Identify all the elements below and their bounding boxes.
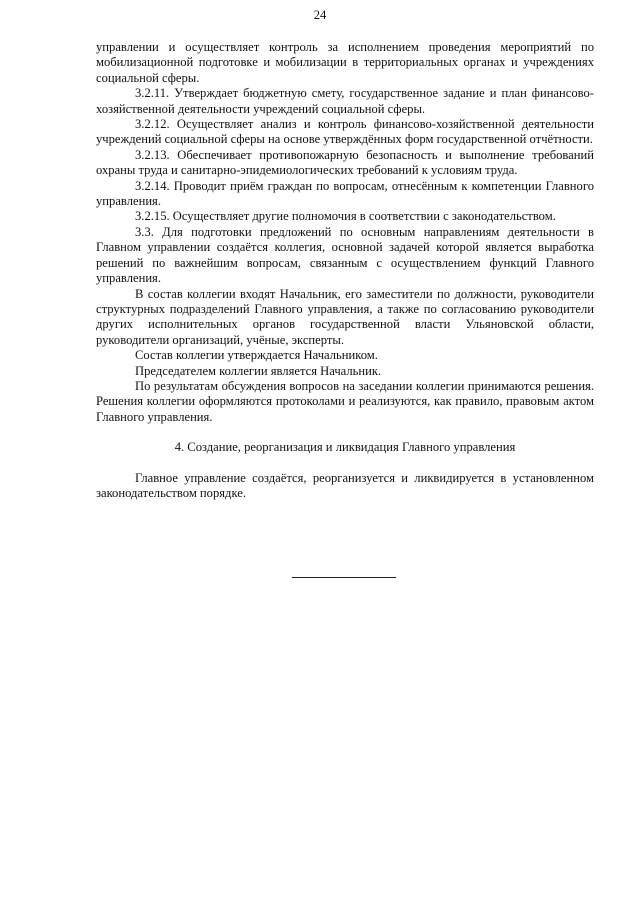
paragraph-continuation: управлении и осуществляет контроль за исполнением проведения мероприятий по мобилизационной подготовке и мобилизации в территориальных органах и учреждениях социальной сферы. <box>96 40 594 85</box>
section-heading: 4. Создание, реорганизация и ликвидация Главного управления <box>174 440 516 455</box>
paragraph-3-2-12: 3.2.12. Осуществляет анализ и контроль финансово-хозяйственной деятельности учреждений социальной сферы на основе утверждённых форм государственной отчётности. <box>96 117 594 147</box>
paragraph-board-chair: Председателем коллегии является Начальник. <box>135 363 382 378</box>
paragraph-3-3: 3.3. Для подготовки предложений по основным направлениям деятельности в Главном управлении создаётся коллегия, основной задачей которой является выработка решений по важнейшим вопросам, связанным с осуществлением функций Главного управления. <box>96 224 594 286</box>
paragraph-3-2-15: 3.2.15. Осуществляет другие полномочия в соответствии с законодательством. <box>135 209 556 224</box>
paragraph-3-2-11: 3.2.11. Утверждает бюджетную смету, государственное задание и план финансово-хозяйственной деятельности учреждений социальной сферы. <box>96 86 594 116</box>
page-number: 24 <box>313 8 327 22</box>
paragraph-board-approval: Состав коллегии утверждается Начальником. <box>135 348 378 363</box>
paragraph-board-decisions: По результатам обсуждения вопросов на заседании коллегии принимаются решения. Решения коллегии оформляются протоколами и реализуются, как правило, правовым актом Главного управления. <box>96 378 594 424</box>
paragraph-3-2-13: 3.2.13. Обеспечивает противопожарную безопасность и выполнение требований охраны труда и санитарно-эпидемиологических требований к условиям труда. <box>96 147 594 178</box>
section-paragraph: Главное управление создаётся, реорганизуется и ликвидируется в установленном законодательством порядке. <box>96 470 594 500</box>
document-body <box>96 40 594 501</box>
end-separator-line <box>292 577 396 578</box>
paragraph-board-composition: В состав коллегии входят Начальник, его заместители по должности, руководители структурных подразделений Главного управления, а также по согласованию руководители других исполнительных органов государственной власти Ульяновской области, руководители организаций, учёные, эксперты. <box>96 286 594 347</box>
paragraph-3-2-14: 3.2.14. Проводит приём граждан по вопросам, отнесённым к компетенции Главного управления. <box>96 178 594 209</box>
